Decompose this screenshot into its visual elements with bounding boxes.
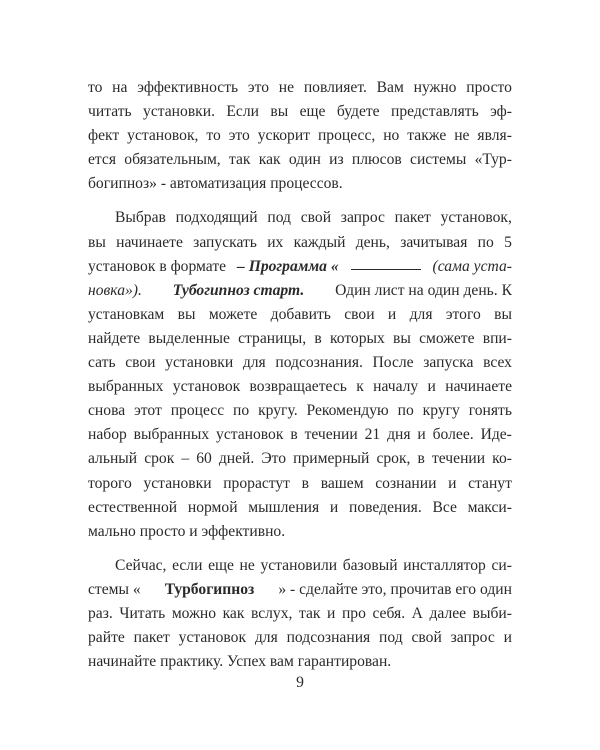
word: поведения.: [349, 498, 422, 516]
fill-in-blank: [351, 255, 421, 270]
text-line-content: [88, 148, 512, 172]
word: кругу.: [258, 402, 298, 420]
word: дня: [387, 426, 411, 444]
text-line: [88, 172, 512, 196]
word: течении: [431, 450, 486, 468]
word: ется: [88, 151, 117, 169]
text-line-content: [88, 602, 512, 626]
word: более.: [432, 426, 474, 444]
word: их: [267, 233, 284, 251]
word: Если: [226, 103, 259, 121]
word: Выбрав: [115, 209, 166, 227]
word: сознании: [375, 474, 437, 492]
text-line: [88, 496, 512, 520]
word: которых: [329, 329, 385, 347]
word: найдете: [88, 329, 141, 347]
word: установок,: [440, 209, 512, 227]
text-line: [88, 423, 512, 447]
text-line-content: начинайте практику. Успех вам гарантирован.: [88, 653, 392, 671]
word: в: [290, 426, 298, 444]
text-line-content: [88, 76, 512, 100]
word: примерный: [293, 450, 370, 468]
text-line-system: [88, 578, 512, 602]
word: обязательным,: [124, 151, 221, 169]
word: макси-: [467, 498, 512, 516]
word: установки: [143, 474, 212, 492]
word: вы: [494, 305, 512, 323]
word: Сейчас,: [115, 556, 167, 574]
text-line: [88, 100, 512, 124]
text-line-content: [88, 124, 512, 148]
word: процесс,: [317, 127, 376, 145]
word: установки.: [143, 103, 216, 121]
word: установок: [178, 629, 247, 647]
word: –: [181, 450, 190, 468]
word: из: [329, 151, 344, 169]
text-line: [88, 76, 512, 100]
paragraph-3-rest: [88, 602, 512, 674]
word: торого: [88, 474, 132, 492]
word: день,: [355, 233, 390, 251]
word: в: [301, 474, 310, 492]
word: один: [288, 151, 321, 169]
text-line: [88, 148, 512, 172]
word: начинаете: [116, 233, 183, 251]
word: срок: [144, 450, 175, 468]
text-line: [88, 520, 512, 544]
word: запрос: [450, 629, 495, 647]
word: под: [267, 209, 291, 227]
word: добавить: [270, 305, 331, 323]
word: запрос: [340, 209, 385, 227]
word: вы: [393, 329, 411, 347]
word: повлияет.: [303, 79, 367, 96]
word: для: [254, 629, 278, 647]
word: начинаете: [445, 378, 512, 396]
text-line-content: [88, 351, 512, 375]
word: эффективность: [137, 79, 239, 96]
word: на: [112, 79, 128, 96]
format-intro: установок в формате: [88, 257, 227, 275]
word: так: [298, 604, 321, 622]
word: пакет: [394, 209, 431, 227]
word: и: [503, 629, 512, 647]
word: кругу: [422, 402, 460, 420]
word: Иде-: [480, 426, 512, 444]
word: вашем: [320, 474, 364, 492]
word: нужно: [413, 79, 457, 96]
word: но: [383, 127, 400, 145]
word: то: [88, 79, 103, 96]
word: впи-: [482, 329, 512, 347]
text-line-content: [115, 206, 512, 230]
text-line-content: [115, 554, 512, 578]
word: раз.: [88, 604, 113, 622]
word: станут: [468, 474, 512, 492]
word: альный: [88, 450, 138, 468]
text-line: [88, 303, 512, 327]
word: выделенные: [148, 329, 230, 347]
word: выбранных: [133, 426, 210, 444]
text-line-content: [88, 399, 512, 423]
word: далее: [429, 604, 467, 622]
word: фект: [88, 127, 120, 145]
word: явля-: [477, 127, 512, 145]
word: выби-: [472, 604, 512, 622]
word: началу: [373, 378, 419, 396]
word: установкам: [88, 305, 165, 323]
word: подсознания: [286, 629, 371, 647]
text-line-content: [88, 496, 512, 520]
page-number: 9: [296, 674, 304, 691]
word: 5: [504, 233, 512, 251]
word: про: [341, 604, 366, 622]
word: снова: [88, 402, 126, 420]
word: и: [448, 474, 457, 492]
word: процесс: [170, 402, 225, 420]
word: вы: [177, 305, 196, 323]
text-line: [88, 602, 512, 626]
word: свои: [344, 305, 375, 323]
text-line-content: [88, 303, 512, 327]
word: этот: [134, 402, 162, 420]
text-line-content: [88, 472, 512, 496]
word: ускорит: [257, 127, 311, 145]
word: мышления: [248, 498, 320, 516]
program-label: – Программа «: [237, 257, 339, 275]
word: ко-: [492, 450, 512, 468]
word: установок: [172, 378, 241, 396]
format-note-end: новка»).: [88, 281, 142, 299]
word: выбранных: [88, 378, 164, 396]
word: как: [222, 604, 245, 622]
word: установили: [260, 556, 338, 574]
text-line-content: мально просто и эффективно.: [88, 522, 286, 540]
word: 21: [364, 426, 381, 444]
word: системы: [410, 151, 467, 169]
word: свой: [300, 209, 332, 227]
word: свои: [125, 354, 156, 372]
word: также: [407, 127, 447, 145]
text-line-content: [88, 231, 512, 255]
word: себя.: [372, 604, 406, 622]
word: всех: [483, 354, 512, 372]
word: вы: [88, 233, 106, 251]
word: Это: [261, 450, 287, 468]
text-line-content: [88, 626, 512, 650]
word: под: [379, 629, 403, 647]
word: «Тур-: [474, 151, 512, 169]
word: будете: [336, 103, 380, 121]
word: гонять: [468, 402, 512, 420]
text-line-format: [88, 255, 512, 279]
word: не: [239, 556, 255, 574]
word: к: [356, 378, 364, 396]
text-line-content: [88, 375, 512, 399]
word: подходящий: [175, 209, 258, 227]
word: еще: [299, 103, 326, 121]
text-line: [88, 231, 512, 255]
word: по: [233, 402, 250, 420]
text-line-content: [88, 327, 512, 351]
text-line: [88, 375, 512, 399]
word: в: [417, 450, 425, 468]
word: эф-: [490, 103, 512, 121]
word: течении: [304, 426, 358, 444]
word: не: [454, 127, 470, 145]
word: сать: [88, 354, 116, 372]
word: и: [387, 305, 397, 323]
word: представлять: [391, 103, 479, 121]
text-line-content: [88, 100, 512, 124]
word: установок: [216, 426, 284, 444]
start-phrase: Тубогипноз старт.: [172, 281, 305, 299]
word: и: [327, 604, 336, 622]
word: срок,: [376, 450, 411, 468]
word: свой: [411, 629, 442, 647]
text-line-content: [88, 447, 512, 471]
text-line-content: богипноз» - автоматизация процессов.: [88, 175, 343, 193]
word: Все: [432, 498, 457, 516]
word: это: [228, 127, 250, 145]
word: и: [329, 498, 339, 516]
word: по: [397, 402, 414, 420]
word: подсознания.: [275, 354, 363, 372]
word: нормой: [187, 498, 238, 516]
word: си-: [491, 556, 512, 574]
text-line: [88, 554, 512, 578]
word: базовый: [342, 556, 398, 574]
word: райте: [88, 629, 125, 647]
word: Рекомендую: [306, 402, 389, 420]
word: и: [417, 426, 426, 444]
word: А: [411, 604, 423, 622]
text-line: [88, 626, 512, 650]
word: еще: [208, 556, 234, 574]
word: возвращаетесь: [249, 378, 347, 396]
word: Читать: [119, 604, 166, 622]
word: инсталлятор: [403, 556, 486, 574]
word: страницы,: [238, 329, 307, 347]
paragraph-3: [88, 554, 512, 674]
word: по: [477, 233, 494, 251]
word: это: [247, 79, 270, 96]
text-line: [88, 351, 512, 375]
word: этого: [445, 305, 481, 323]
word: для: [242, 354, 266, 372]
body-text: [88, 76, 512, 674]
word: вы: [270, 103, 289, 121]
text-line-format-2: [88, 279, 512, 303]
word: можно: [171, 604, 217, 622]
word: для: [409, 305, 433, 323]
text-line-content: [88, 423, 512, 447]
word: зачитывая: [400, 233, 468, 251]
system-prefix: стемы «: [88, 580, 141, 598]
word: 60: [196, 450, 212, 468]
word: вслух,: [250, 604, 293, 622]
word: плюсов: [351, 151, 402, 169]
text-line: [88, 124, 512, 148]
text-line: [88, 327, 512, 351]
word: каждый: [293, 233, 346, 251]
word: После: [372, 354, 414, 372]
word: и: [427, 378, 436, 396]
word: в: [314, 329, 322, 347]
word: так: [228, 151, 251, 169]
word: сможете: [419, 329, 475, 347]
word: Вам: [376, 79, 404, 96]
word: можете: [208, 305, 258, 323]
word: просто: [466, 79, 512, 96]
system-suffix: » - сделайте это, прочитав его один: [278, 580, 512, 598]
word: установки: [165, 354, 234, 372]
word: если: [172, 556, 203, 574]
word: прорастут: [223, 474, 291, 492]
word: дней.: [218, 450, 255, 468]
word: не: [278, 79, 295, 96]
word: запускать: [193, 233, 257, 251]
word: как: [258, 151, 281, 169]
word: набор: [88, 426, 127, 444]
text-line: [88, 650, 512, 674]
word: читать: [88, 103, 132, 121]
one-sheet-text: Один лист на один день. К: [335, 281, 512, 299]
system-name: Турбогипноз: [164, 580, 255, 598]
word: установок,: [127, 127, 199, 145]
word: запуска: [423, 354, 474, 372]
paragraph-2: [88, 206, 512, 543]
word: пакет: [133, 629, 170, 647]
text-line: [88, 206, 512, 230]
text-line: [88, 472, 512, 496]
paragraph-1: [88, 76, 512, 196]
text-line: [88, 399, 512, 423]
paragraph-2-rest: [88, 303, 512, 544]
text-line: [88, 447, 512, 471]
format-note: (сама уста-: [432, 257, 512, 275]
word: естественной: [88, 498, 178, 516]
word: то: [206, 127, 221, 145]
